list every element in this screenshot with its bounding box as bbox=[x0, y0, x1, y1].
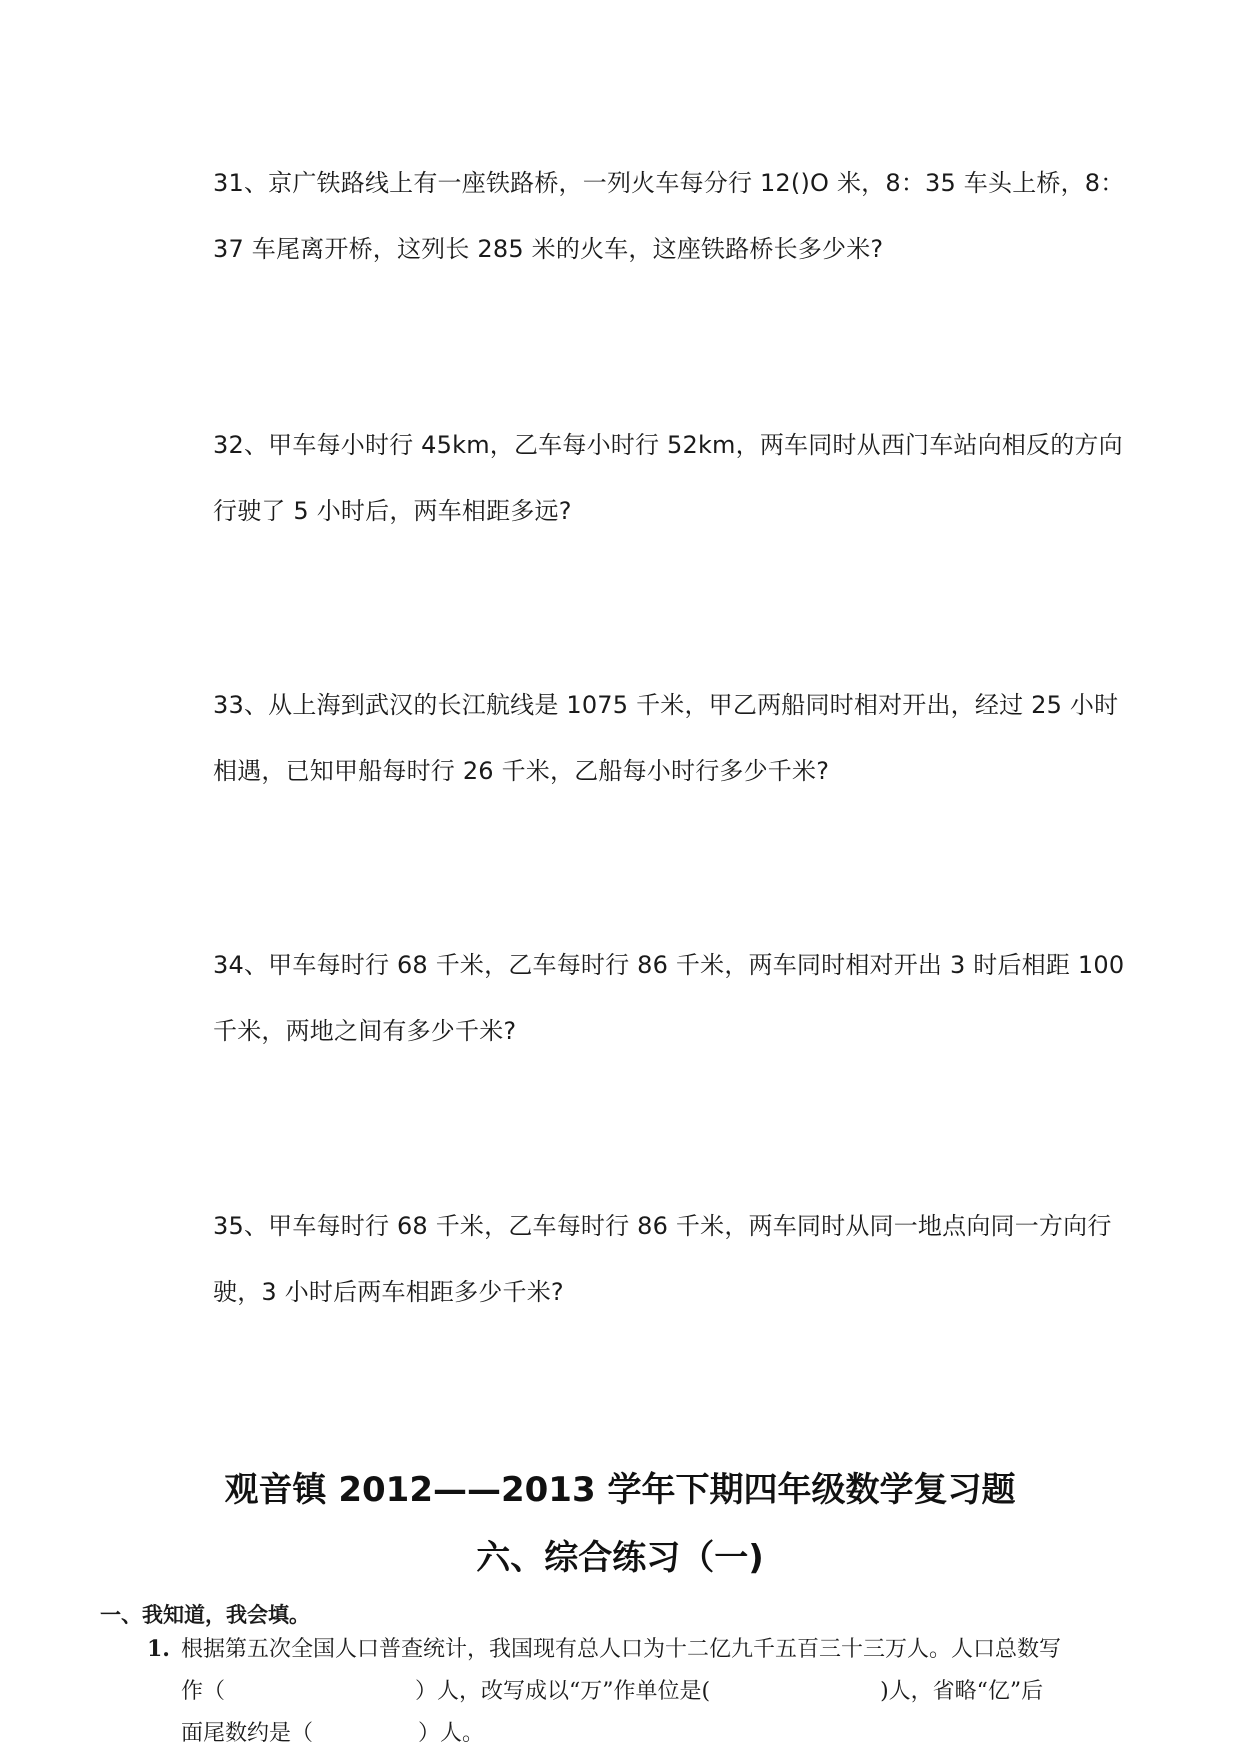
question-number: 1. bbox=[147, 1636, 170, 1662]
problem-33-line-2: 相遇，已知甲船每时行 26 千米，乙船每小时行多少千米? bbox=[213, 757, 830, 785]
question-text-line-3b: ）人。 bbox=[418, 1721, 485, 1746]
question-text-line-1: 根据第五次全国人口普查统计，我国现有总人口为十二亿九千五百三十三万人。人口总数写 bbox=[181, 1637, 1062, 1662]
fill-question-1-line-3 bbox=[147, 1713, 1147, 1755]
problem-31-line-1: 31、京广铁路线上有一座铁路桥，一列火车每分行 12()O 米，8：35 车头上桥，8： bbox=[213, 169, 1125, 197]
problem-34 bbox=[213, 932, 1133, 1064]
fill-question-1 bbox=[147, 1628, 1147, 1755]
problem-34-line-1: 34、甲车每时行 68 千米，乙车每时行 86 千米，两车同时相对开出 3 时后相距 100 bbox=[213, 951, 1125, 979]
problem-35 bbox=[213, 1193, 1133, 1325]
section-heading: 一、我知道，我会填。 bbox=[100, 1602, 310, 1627]
problem-34-line-2: 千米，两地之间有多少千米? bbox=[213, 1017, 517, 1045]
sub-title: 六、综合练习（一) bbox=[476, 1538, 764, 1578]
problem-32 bbox=[213, 412, 1133, 544]
answer-blank-3[interactable] bbox=[313, 1718, 418, 1740]
fill-question-1-line-1 bbox=[147, 1628, 1147, 1671]
question-text-line-2a: 作（ bbox=[181, 1679, 226, 1704]
problem-33-line-1: 33、从上海到武汉的长江航线是 1075 千米，甲乙两船同时相对开出，经过 25 小时 bbox=[213, 691, 1119, 719]
problem-35-line-2: 驶，3 小时后两车相距多少千米? bbox=[213, 1278, 564, 1306]
main-title: 观音镇 2012——2013 学年下期四年级数学复习题 bbox=[224, 1470, 1016, 1510]
problem-35-line-1: 35、甲车每时行 68 千米，乙车每时行 86 千米，两车同时从同一地点向同一方向行 bbox=[213, 1212, 1112, 1240]
problem-33 bbox=[213, 672, 1133, 804]
answer-blank-1[interactable] bbox=[225, 1676, 415, 1698]
problem-32-line-2: 行驶了 5 小时后，两车相距多远? bbox=[213, 497, 572, 525]
question-text-line-2b: ）人，改写成以“万”作单位是( bbox=[415, 1679, 711, 1704]
problem-31 bbox=[213, 150, 1133, 282]
fill-question-1-line-2 bbox=[147, 1671, 1147, 1713]
problem-31-line-2: 37 车尾离开桥，这列长 285 米的火车，这座铁路桥长多少米? bbox=[213, 235, 884, 263]
answer-blank-2[interactable] bbox=[710, 1676, 880, 1698]
question-text-line-2c: )人，省略“亿”后 bbox=[880, 1679, 1044, 1704]
question-text-line-3a: 面尾数约是（ bbox=[181, 1721, 314, 1746]
problem-32-line-1: 32、甲车每小时行 45km，乙车每小时行 52km，两车同时从西门车站向相反的方向 bbox=[213, 431, 1123, 459]
